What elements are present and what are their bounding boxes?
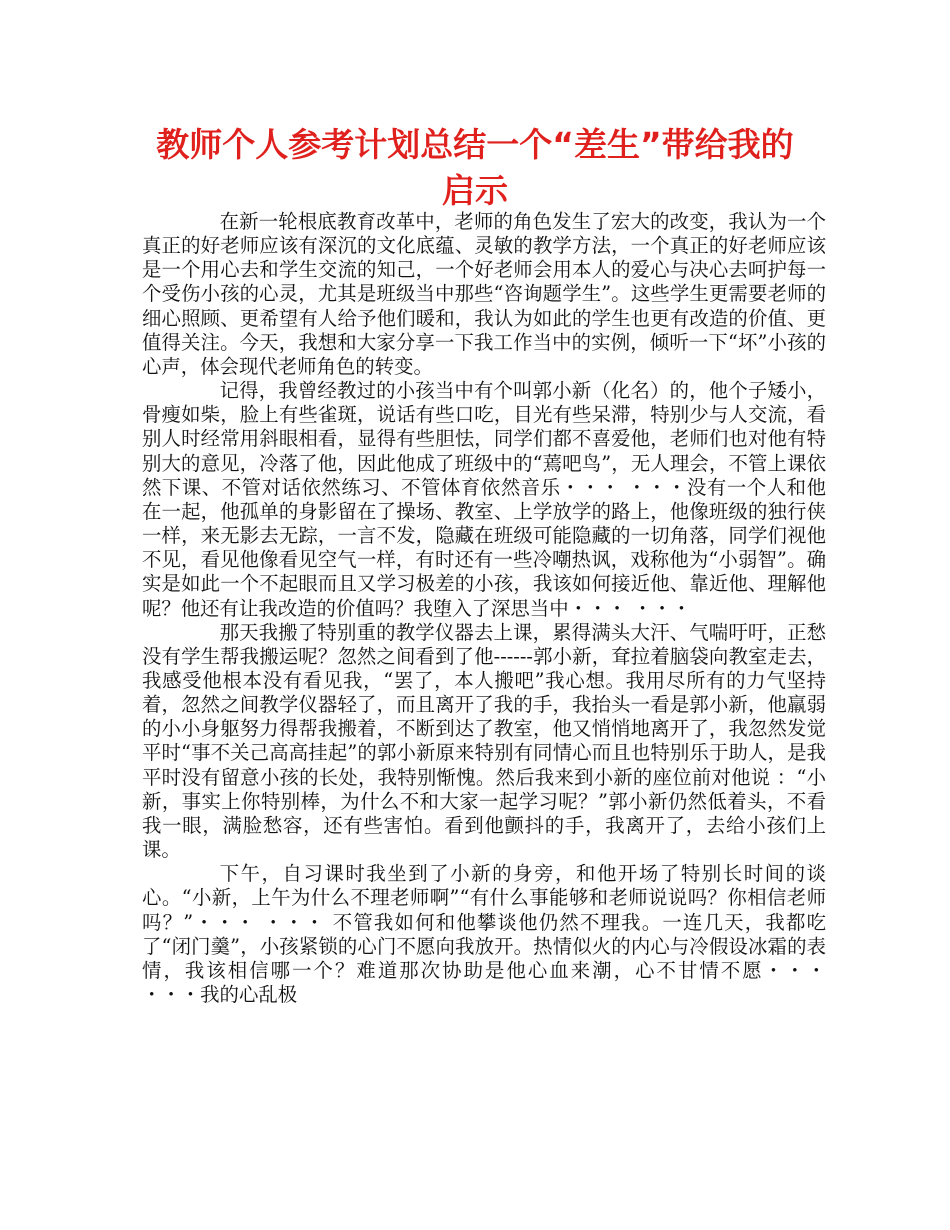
paragraph: 那天我搬了特别重的教学仪器去上课，累得满头大汗、气喘吁吁，正愁没有学生帮我搬运呢？忽然之间看到了他------郭小新，耷拉着脑袋向教室走去，我感受他根本没有看见我，“罢了，本人搬吧”我心想。我用尽所有的力气坚持着，忽然之间教学仪器轻了，而且离开了我的手，我抬头一看是郭小新，他羸弱的小小身躯努力得帮我搬着，不断到达了教室，他又悄悄地离开了，我忽然发觉平时“事不关己高高挂起”的郭小新原来特别有同情心而且也特别乐于助人，是我平时没有留意小孩的长处，我特别惭愧。然后我来到小新的座位前对他说 ：“小新，事实上你特别棒，为什么不和大家一起学习呢？”郭小新仍然低着头，不看我一眼，满脸愁容，还有些害怕。看到他颤抖的手，我离开了，去给小孩们上课。 [142,620,826,862]
paragraph: 在新一轮根底教育改革中，老师的角色发生了宏大的改变，我认为一个真正的好老师应该有深沉的文化底蕴、灵敏的教学方法，一个真正的好老师应该是一个用心去和学生交流的知己，一个好老师会用本人的爱心与决心去呵护每一个受伤小孩的心灵，尤其是班级当中那些“咨询题学生”。这些学生更需要老师的细心照顾、更希望有人给予他们暖和，我认为如此的学生也更有改造的价值、更值得关注。今天，我想和大家分享一下我工作当中的实例，倾听一下“坏”小孩的心声，体会现代老师角色的转变。 [142,210,826,378]
document-title: 教师个人参考计划总结一个“差生”带给我的启示 [156,125,794,210]
paragraph: 记得，我曾经教过的小孩当中有个叫郭小新（化名）的，他个子矮小，骨瘦如柴，脸上有些雀斑，说话有些口吃，目光有些呆滞，特别少与人交流，看别人时经常用斜眼相看，显得有些胆怯，同学们都不喜爱他，老师们也对他有特别大的意见，冷落了他，因此他成了班级中的“蔫吧鸟”，无人理会，不管上课依然下课、不管对话依然练习、不管体育依然音乐・・・ ・・・没有一个人和他在一起，他孤单的身影留在了操场、教室、上学放学的路上，他像班级的独行侠一样，来无影去无踪，一言不发，隐藏在班级可能隐藏的一切角落，同学们视他不见，看见他像看见空气一样，有时还有一些冷嘲热讽，戏称他为“小弱智”。确实是如此一个不起眼而且又学习极差的小孩，我该如何接近他、靠近他、理解他呢？他还有让我改造的价值吗？我堕入了深思当中・・・ ・・・ [142,379,826,620]
paragraph: 下午，自习课时我坐到了小新的身旁，和他开场了特别长时间的谈心。“小新，上午为什么不理老师啊”“有什么事能够和老师说说吗？你相信老师吗？”・・・ ・・・ 不管我如何和他攀谈他仍然不理我。一连几天，我都吃了“闭门羹”，小孩紧锁的心门不愿向我放开。热情似火的内心与冷假设冰霜的表情，我该相信哪一个？难道那次协助是他心血来潮，心不甘情不愿・・・ ・・・我的心乱极 [142,862,826,1006]
document-body [142,210,826,1007]
